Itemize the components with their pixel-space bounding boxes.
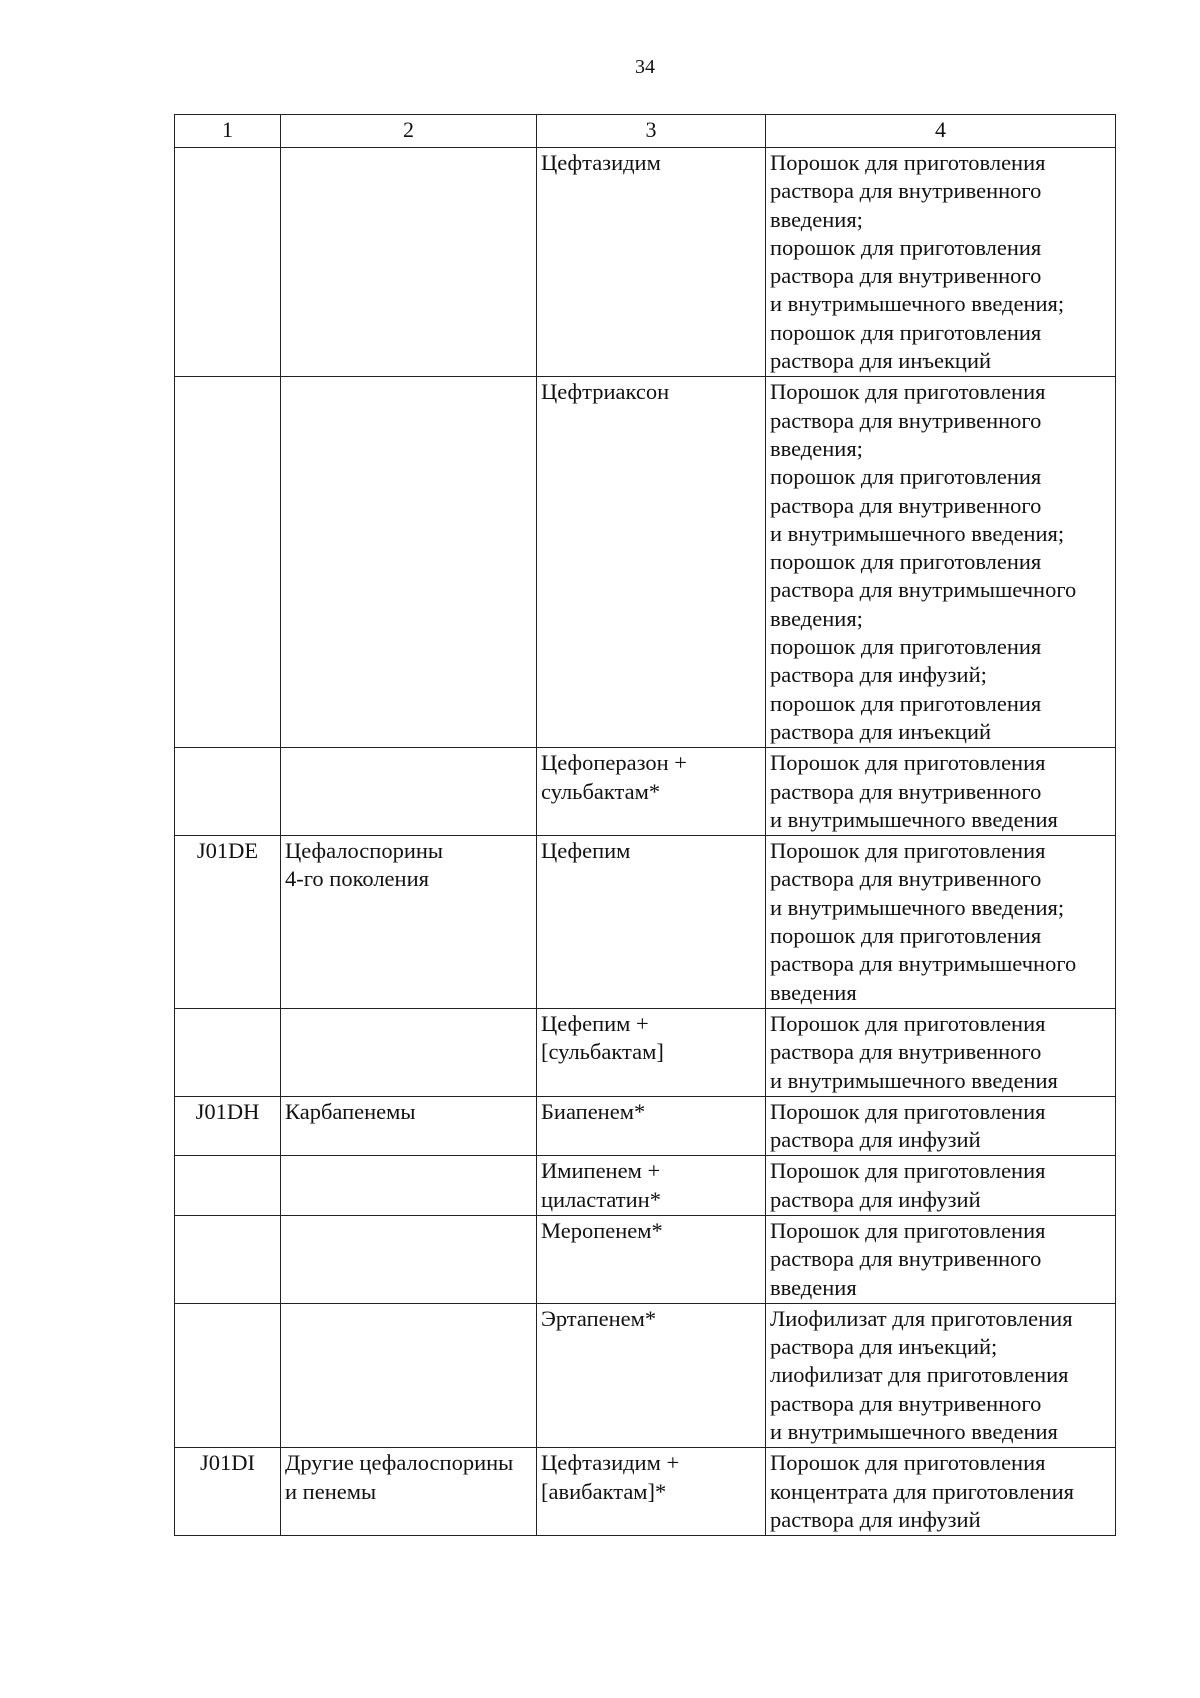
table-body — [175, 148, 1116, 1536]
table-row — [175, 1008, 1116, 1096]
table-row — [175, 1156, 1116, 1216]
drug-table — [174, 114, 1116, 1536]
dosage-forms-cell: Лиофилизат для приготовления раствора для инъекций; лиофилизат для приготовления раствора для внутривенного и внутримышечного введения — [766, 1303, 1116, 1447]
group-name-cell: Цефалоспорины 4-го поколения — [281, 836, 537, 1009]
group-name-cell — [281, 1303, 537, 1447]
atc-code-cell — [175, 1303, 281, 1447]
dosage-forms-cell: Порошок для приготовления раствора для внутривенного введения; порошок для приготовления раствора для внутривенного и внутримышечного введения; порошок для приготовления раствора для внутримышечного введения; порошок для приготовления раствора для инфузий; порошок для приготовления раствора для инъекций — [766, 377, 1116, 748]
atc-code-cell — [175, 1156, 281, 1216]
dosage-forms-cell: Порошок для приготовления раствора для внутривенного и внутримышечного введения; порошок для приготовления раствора для внутримышечного введения — [766, 836, 1116, 1009]
group-name-cell — [281, 748, 537, 836]
atc-code-cell: J01DI — [175, 1448, 281, 1536]
drug-name-cell: Цефтазидим — [537, 148, 766, 377]
table-row — [175, 1215, 1116, 1303]
atc-code-cell — [175, 748, 281, 836]
group-name-cell — [281, 1008, 537, 1096]
dosage-forms-cell: Порошок для приготовления раствора для внутривенного введения; порошок для приготовления раствора для внутривенного и внутримышечного введения; порошок для приготовления раствора для инъекций — [766, 148, 1116, 377]
table-row — [175, 748, 1116, 836]
page-number: 34 — [635, 56, 655, 78]
table-row — [175, 148, 1116, 377]
atc-code-cell — [175, 1215, 281, 1303]
group-name-cell: Карбапенемы — [281, 1096, 537, 1156]
drug-name-cell: Цефепим + [сульбактам] — [537, 1008, 766, 1096]
table-row — [175, 1096, 1116, 1156]
drug-name-cell: Цефепим — [537, 836, 766, 1009]
column-header-2: 2 — [281, 115, 537, 148]
atc-code-cell: J01DE — [175, 836, 281, 1009]
table-row — [175, 1303, 1116, 1447]
dosage-forms-cell: Порошок для приготовления раствора для инфузий — [766, 1096, 1116, 1156]
atc-code-cell: J01DH — [175, 1096, 281, 1156]
group-name-cell — [281, 377, 537, 748]
column-header-4: 4 — [766, 115, 1116, 148]
drug-name-cell: Меропенем* — [537, 1215, 766, 1303]
header-row — [175, 115, 1116, 148]
atc-code-cell — [175, 377, 281, 748]
table-row — [175, 1448, 1116, 1536]
table-row — [175, 836, 1116, 1009]
group-name-cell — [281, 1215, 537, 1303]
dosage-forms-cell: Порошок для приготовления концентрата для приготовления раствора для инфузий — [766, 1448, 1116, 1536]
atc-code-cell — [175, 148, 281, 377]
drug-name-cell: Биапенем* — [537, 1096, 766, 1156]
drug-name-cell: Цефтриаксон — [537, 377, 766, 748]
dosage-forms-cell: Порошок для приготовления раствора для внутривенного и внутримышечного введения — [766, 748, 1116, 836]
drug-name-cell: Цефоперазон + сульбактам* — [537, 748, 766, 836]
drug-name-cell: Цефтазидим + [авибактам]* — [537, 1448, 766, 1536]
group-name-cell: Другие цефалоспорины и пенемы — [281, 1448, 537, 1536]
group-name-cell — [281, 148, 537, 377]
table-row — [175, 377, 1116, 748]
drug-name-cell: Имипенем + циластатин* — [537, 1156, 766, 1216]
dosage-forms-cell: Порошок для приготовления раствора для внутривенного и внутримышечного введения — [766, 1008, 1116, 1096]
atc-code-cell — [175, 1008, 281, 1096]
drug-name-cell: Эртапенем* — [537, 1303, 766, 1447]
group-name-cell — [281, 1156, 537, 1216]
column-header-1: 1 — [175, 115, 281, 148]
dosage-forms-cell: Порошок для приготовления раствора для инфузий — [766, 1156, 1116, 1216]
column-header-3: 3 — [537, 115, 766, 148]
dosage-forms-cell: Порошок для приготовления раствора для внутривенного введения — [766, 1215, 1116, 1303]
